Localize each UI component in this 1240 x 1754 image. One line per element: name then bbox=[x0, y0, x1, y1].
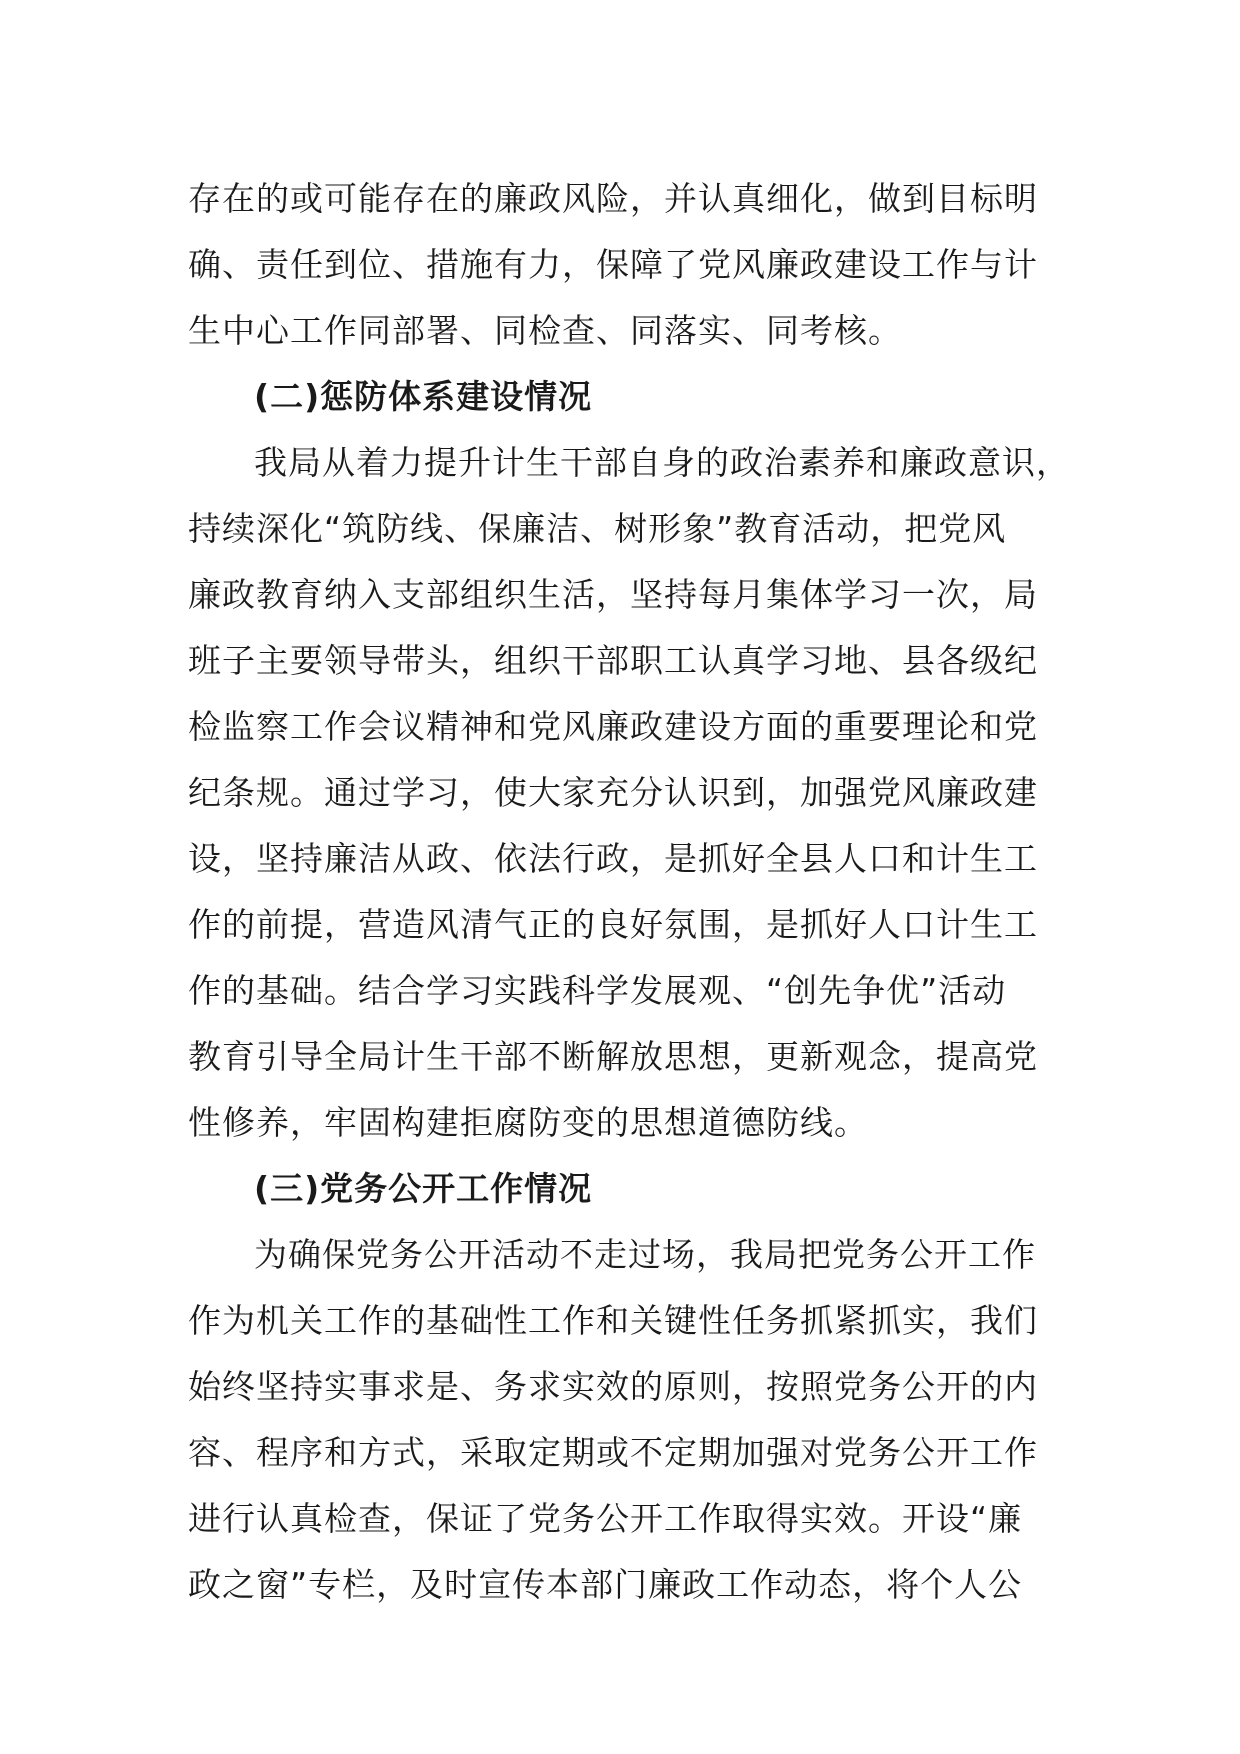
paragraph-line: 容、程序和方式，采取定期或不定期加强对党务公开工作 bbox=[188, 1433, 1038, 1472]
paragraph-line: 存在的或可能存在的廉政风险，并认真细化，做到目标明 bbox=[188, 179, 1038, 218]
paragraph-line: 廉政教育纳入支部组织生活，坚持每月集体学习一次，局 bbox=[188, 575, 1038, 614]
paragraph-line: 纪条规。通过学习，使大家充分认识到，加强党风廉政建 bbox=[188, 773, 1038, 812]
paragraph-line: 班子主要领导带头，组织干部职工认真学习地、县各级纪 bbox=[188, 641, 1038, 680]
paragraph-line: 政之窗”专栏，及时宣传本部门廉政工作动态，将个人公 bbox=[188, 1565, 1023, 1604]
section-heading: (三)党务公开工作情况 bbox=[254, 1169, 593, 1208]
paragraph-line: 作的前提，营造风清气正的良好氛围，是抓好人口计生工 bbox=[188, 905, 1038, 944]
paragraph-line: 作为机关工作的基础性工作和关键性任务抓紧抓实，我们 bbox=[188, 1301, 1038, 1340]
paragraph-line: 为确保党务公开活动不走过场，我局把党务公开工作 bbox=[254, 1235, 1036, 1274]
document-body bbox=[188, 166, 1088, 1618]
section-heading: (二)惩防体系建设情况 bbox=[254, 377, 593, 416]
paragraph-line: 作的基础。结合学习实践科学发展观、“创先争优”活动 bbox=[188, 971, 1007, 1010]
paragraph-line: 进行认真检查，保证了党务公开工作取得实效。开设“廉 bbox=[188, 1499, 1023, 1538]
paragraph-line: 生中心工作同部署、同检查、同落实、同考核。 bbox=[188, 311, 902, 350]
paragraph-line: 教育引导全局计生干部不断解放思想，更新观念，提高党 bbox=[188, 1037, 1038, 1076]
paragraph-line: 持续深化“筑防线、保廉洁、树形象”教育活动，把党风 bbox=[188, 509, 1007, 548]
paragraph-line: 性修养，牢固构建拒腐防变的思想道德防线。 bbox=[188, 1103, 868, 1142]
paragraph-line: 我局从着力提升计生干部自身的政治素养和廉政意识， bbox=[254, 443, 1070, 482]
paragraph-line: 始终坚持实事求是、务求实效的原则，按照党务公开的内 bbox=[188, 1367, 1038, 1406]
paragraph-line: 确、责任到位、措施有力，保障了党风廉政建设工作与计 bbox=[188, 245, 1038, 284]
paragraph-line: 检监察工作会议精神和党风廉政建设方面的重要理论和党 bbox=[188, 707, 1038, 746]
paragraph-line: 设，坚持廉洁从政、依法行政，是抓好全县人口和计生工 bbox=[188, 839, 1038, 878]
